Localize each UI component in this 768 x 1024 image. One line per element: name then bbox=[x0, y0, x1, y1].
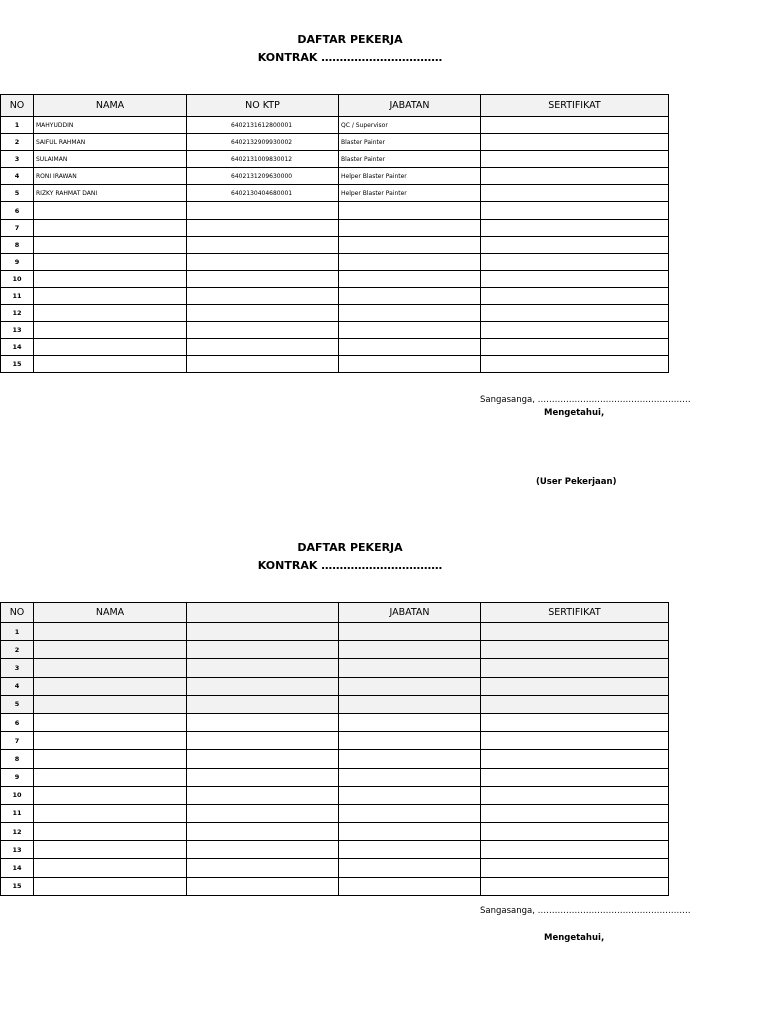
worker-ktp bbox=[187, 659, 339, 677]
worker-ktp bbox=[187, 236, 339, 253]
worker-name bbox=[34, 713, 187, 731]
table-row bbox=[1, 623, 669, 641]
worker-name bbox=[34, 236, 187, 253]
table-row bbox=[1, 659, 669, 677]
worker-name bbox=[34, 823, 187, 841]
worker-certificate bbox=[481, 322, 669, 339]
table-row bbox=[1, 713, 669, 731]
worker-position bbox=[339, 877, 481, 895]
worker-position bbox=[339, 659, 481, 677]
header-jabatan: JABATAN bbox=[339, 603, 481, 623]
worker-ktp bbox=[187, 219, 339, 236]
worker-position bbox=[339, 823, 481, 841]
table-row bbox=[1, 185, 669, 202]
header-no: NO bbox=[1, 95, 34, 117]
section2-acknowledged: Mengetahui, bbox=[544, 933, 605, 943]
worker-ktp: 6402131209630000 bbox=[187, 168, 339, 185]
table-row bbox=[1, 677, 669, 695]
header-sertifikat: SERTIFIKAT bbox=[481, 95, 669, 117]
worker-position bbox=[339, 841, 481, 859]
table-row bbox=[1, 253, 669, 270]
worker-certificate bbox=[481, 786, 669, 804]
worker-certificate bbox=[481, 750, 669, 768]
worker-certificate bbox=[481, 713, 669, 731]
row-number: 2 bbox=[1, 134, 34, 151]
worker-ktp bbox=[187, 804, 339, 822]
worker-position bbox=[339, 623, 481, 641]
worker-position bbox=[339, 695, 481, 713]
worker-name bbox=[34, 641, 187, 659]
worker-certificate bbox=[481, 768, 669, 786]
table-row bbox=[1, 134, 669, 151]
worker-certificate bbox=[481, 339, 669, 356]
row-number: 9 bbox=[1, 253, 34, 270]
table-row bbox=[1, 151, 669, 168]
worker-ktp bbox=[187, 202, 339, 219]
worker-name: RIZKY RAHMAT DANI bbox=[34, 185, 187, 202]
section1-signatory: (User Pekerjaan) bbox=[536, 477, 617, 487]
table-row bbox=[1, 804, 669, 822]
worker-ktp bbox=[187, 322, 339, 339]
worker-certificate bbox=[481, 305, 669, 322]
worker-name bbox=[34, 786, 187, 804]
table-row bbox=[1, 219, 669, 236]
worker-certificate bbox=[481, 877, 669, 895]
row-number: 15 bbox=[1, 877, 34, 895]
row-number: 10 bbox=[1, 786, 34, 804]
worker-name bbox=[34, 659, 187, 677]
row-number: 3 bbox=[1, 659, 34, 677]
worker-certificate bbox=[481, 659, 669, 677]
worker-name: RONI IRAWAN bbox=[34, 168, 187, 185]
worker-certificate bbox=[481, 236, 669, 253]
table-row bbox=[1, 168, 669, 185]
row-number: 8 bbox=[1, 236, 34, 253]
row-number: 10 bbox=[1, 270, 34, 287]
worker-name bbox=[34, 322, 187, 339]
row-number: 6 bbox=[1, 713, 34, 731]
table-row bbox=[1, 786, 669, 804]
worker-certificate bbox=[481, 641, 669, 659]
worker-name bbox=[34, 339, 187, 356]
worker-name bbox=[34, 859, 187, 877]
worker-position bbox=[339, 677, 481, 695]
worker-ktp bbox=[187, 253, 339, 270]
worker-position bbox=[339, 236, 481, 253]
row-number: 5 bbox=[1, 695, 34, 713]
table-row bbox=[1, 695, 669, 713]
worker-name bbox=[34, 270, 187, 287]
table-row bbox=[1, 356, 669, 373]
worker-ktp bbox=[187, 305, 339, 322]
worker-name: MAHYUDDIN bbox=[34, 117, 187, 134]
worker-name bbox=[34, 623, 187, 641]
header-no: NO bbox=[1, 603, 34, 623]
row-number: 1 bbox=[1, 623, 34, 641]
row-number: 4 bbox=[1, 677, 34, 695]
worker-ktp bbox=[187, 841, 339, 859]
worker-name bbox=[34, 877, 187, 895]
header-nama: NAMA bbox=[34, 603, 187, 623]
row-number: 3 bbox=[1, 151, 34, 168]
worker-position bbox=[339, 219, 481, 236]
section1-subtitle: KONTRAK …………………………… bbox=[257, 51, 443, 64]
row-number: 5 bbox=[1, 185, 34, 202]
worker-position bbox=[339, 641, 481, 659]
worker-certificate bbox=[481, 841, 669, 859]
worker-name bbox=[34, 253, 187, 270]
worker-ktp bbox=[187, 677, 339, 695]
worker-position bbox=[339, 322, 481, 339]
worker-name bbox=[34, 202, 187, 219]
table-row bbox=[1, 750, 669, 768]
worker-position bbox=[339, 356, 481, 373]
worker-name bbox=[34, 768, 187, 786]
table-row bbox=[1, 877, 669, 895]
worker-name bbox=[34, 287, 187, 304]
header-jabatan: JABATAN bbox=[339, 95, 481, 117]
table-row bbox=[1, 732, 669, 750]
section1-place-date: Sangasanga, ……………………………………………… bbox=[480, 395, 691, 405]
worker-name bbox=[34, 305, 187, 322]
worker-position: Helper Blaster Painter bbox=[339, 185, 481, 202]
worker-certificate bbox=[481, 695, 669, 713]
worker-certificate bbox=[481, 287, 669, 304]
section1-acknowledged: Mengetahui, bbox=[544, 408, 605, 418]
worker-name bbox=[34, 841, 187, 859]
worker-certificate bbox=[481, 151, 669, 168]
worker-name bbox=[34, 750, 187, 768]
worker-certificate bbox=[481, 270, 669, 287]
header-ktp: NO KTP bbox=[187, 95, 339, 117]
table-row bbox=[1, 841, 669, 859]
worker-name bbox=[34, 695, 187, 713]
worker-position bbox=[339, 804, 481, 822]
section2-title: DAFTAR PEKERJA bbox=[297, 541, 403, 554]
row-number: 13 bbox=[1, 841, 34, 859]
worker-name bbox=[34, 804, 187, 822]
table-header-row bbox=[1, 95, 669, 117]
worker-ktp bbox=[187, 859, 339, 877]
worker-certificate bbox=[481, 677, 669, 695]
worker-ktp bbox=[187, 750, 339, 768]
table-row bbox=[1, 270, 669, 287]
row-number: 8 bbox=[1, 750, 34, 768]
worker-position bbox=[339, 253, 481, 270]
worker-position bbox=[339, 768, 481, 786]
worker-position bbox=[339, 287, 481, 304]
worker-ktp bbox=[187, 786, 339, 804]
row-number: 12 bbox=[1, 305, 34, 322]
table-row bbox=[1, 117, 669, 134]
worker-certificate bbox=[481, 823, 669, 841]
worker-position bbox=[339, 339, 481, 356]
worker-ktp bbox=[187, 270, 339, 287]
worker-certificate bbox=[481, 185, 669, 202]
worker-ktp bbox=[187, 713, 339, 731]
worker-ktp bbox=[187, 339, 339, 356]
row-number: 9 bbox=[1, 768, 34, 786]
table-row bbox=[1, 305, 669, 322]
workers-table-2 bbox=[0, 602, 669, 896]
worker-ktp bbox=[187, 695, 339, 713]
worker-position: Blaster Painter bbox=[339, 134, 481, 151]
section2-subtitle: KONTRAK …………………………… bbox=[257, 559, 443, 572]
worker-ktp bbox=[187, 768, 339, 786]
worker-ktp bbox=[187, 641, 339, 659]
worker-position bbox=[339, 713, 481, 731]
worker-ktp: 6402131612800001 bbox=[187, 117, 339, 134]
worker-certificate bbox=[481, 859, 669, 877]
table-row bbox=[1, 768, 669, 786]
worker-position bbox=[339, 305, 481, 322]
worker-position: Helper Blaster Painter bbox=[339, 168, 481, 185]
table-row bbox=[1, 322, 669, 339]
worker-certificate bbox=[481, 253, 669, 270]
worker-name bbox=[34, 732, 187, 750]
worker-certificate bbox=[481, 804, 669, 822]
workers-table-1 bbox=[0, 94, 669, 373]
row-number: 4 bbox=[1, 168, 34, 185]
worker-ktp bbox=[187, 823, 339, 841]
worker-ktp bbox=[187, 356, 339, 373]
worker-certificate bbox=[481, 356, 669, 373]
section1-title: DAFTAR PEKERJA bbox=[297, 33, 403, 46]
header-sertifikat: SERTIFIKAT bbox=[481, 603, 669, 623]
worker-name bbox=[34, 356, 187, 373]
row-number: 14 bbox=[1, 339, 34, 356]
worker-ktp bbox=[187, 287, 339, 304]
worker-name bbox=[34, 219, 187, 236]
table-row bbox=[1, 236, 669, 253]
table-row bbox=[1, 339, 669, 356]
worker-position bbox=[339, 786, 481, 804]
worker-ktp bbox=[187, 877, 339, 895]
worker-name: SAIFUL RAHMAN bbox=[34, 134, 187, 151]
header-nama: NAMA bbox=[34, 95, 187, 117]
worker-position bbox=[339, 732, 481, 750]
worker-ktp: 6402132909930002 bbox=[187, 134, 339, 151]
table-row bbox=[1, 859, 669, 877]
worker-name bbox=[34, 677, 187, 695]
table-row bbox=[1, 287, 669, 304]
row-number: 14 bbox=[1, 859, 34, 877]
table-row bbox=[1, 641, 669, 659]
row-number: 12 bbox=[1, 823, 34, 841]
worker-position bbox=[339, 270, 481, 287]
table-header-row bbox=[1, 603, 669, 623]
header-ktp bbox=[187, 603, 339, 623]
worker-ktp: 6402131009830012 bbox=[187, 151, 339, 168]
row-number: 2 bbox=[1, 641, 34, 659]
worker-ktp: 6402130404680001 bbox=[187, 185, 339, 202]
row-number: 1 bbox=[1, 117, 34, 134]
worker-name: SULAIMAN bbox=[34, 151, 187, 168]
worker-position: Blaster Painter bbox=[339, 151, 481, 168]
worker-certificate bbox=[481, 623, 669, 641]
worker-certificate bbox=[481, 732, 669, 750]
row-number: 13 bbox=[1, 322, 34, 339]
worker-position bbox=[339, 750, 481, 768]
row-number: 11 bbox=[1, 804, 34, 822]
worker-position: QC / Supervisor bbox=[339, 117, 481, 134]
row-number: 6 bbox=[1, 202, 34, 219]
worker-certificate bbox=[481, 202, 669, 219]
worker-certificate bbox=[481, 168, 669, 185]
worker-position bbox=[339, 202, 481, 219]
row-number: 11 bbox=[1, 287, 34, 304]
worker-ktp bbox=[187, 623, 339, 641]
section2-place-date: Sangasanga, ……………………………………………… bbox=[480, 906, 691, 916]
worker-ktp bbox=[187, 732, 339, 750]
table-row bbox=[1, 823, 669, 841]
worker-certificate bbox=[481, 219, 669, 236]
row-number: 15 bbox=[1, 356, 34, 373]
worker-position bbox=[339, 859, 481, 877]
table-row bbox=[1, 202, 669, 219]
worker-certificate bbox=[481, 134, 669, 151]
row-number: 7 bbox=[1, 732, 34, 750]
worker-certificate bbox=[481, 117, 669, 134]
row-number: 7 bbox=[1, 219, 34, 236]
